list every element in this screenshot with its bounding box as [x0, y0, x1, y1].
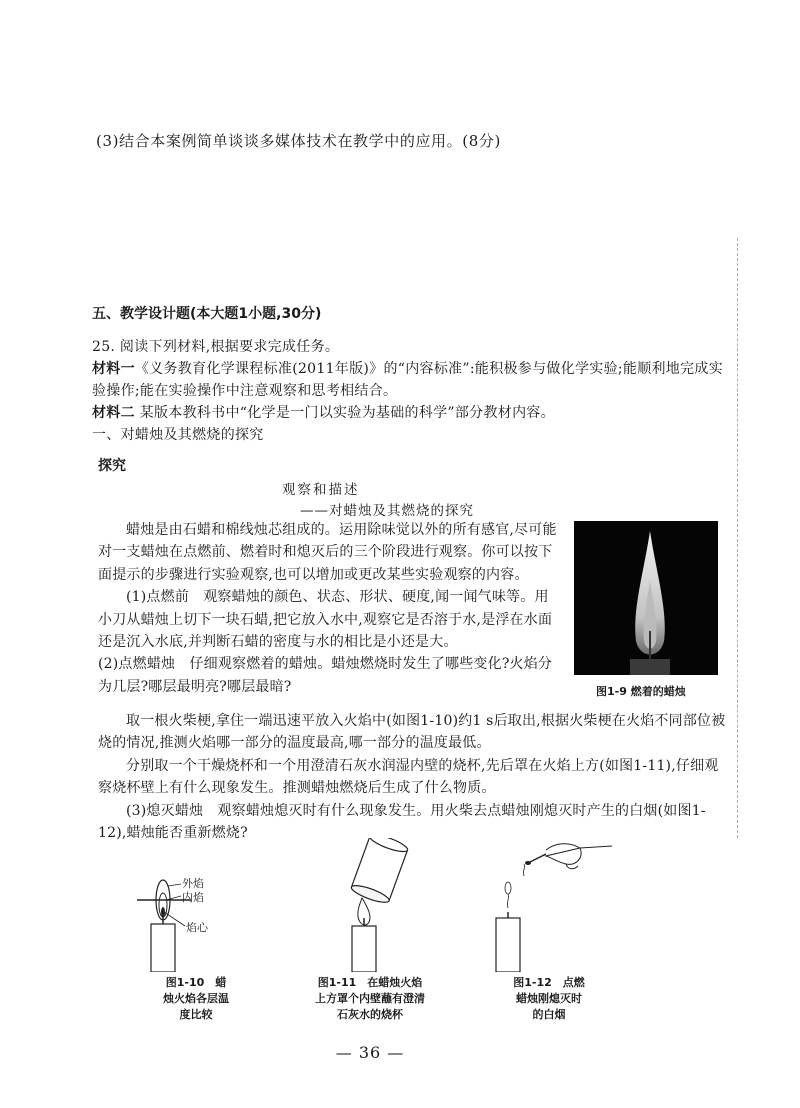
caption-line: 烛火焰各层温 — [163, 992, 229, 1005]
flame-core-label: 焰心 — [186, 921, 208, 934]
explore-heading: 探究 — [98, 458, 126, 474]
outer-flame-label: 外焰 — [182, 877, 204, 890]
left-column-text — [98, 519, 560, 698]
question-3: (3)结合本案例简单谈谈多媒体技术在教学中的应用。(8分) — [96, 132, 501, 150]
caption-line: 图1-10 蜡 — [165, 976, 227, 989]
question-25-intro: 25. 阅读下列材料,根据要求完成任务。 — [92, 339, 340, 355]
caption-line: 图1-12 点燃 — [513, 976, 585, 989]
paragraph: 蜡烛是由石蜡和棉线烛芯组成的。运用除味觉以外的所有感官,尽可能对一支蜡烛在点燃前、燃着时和熄灭后的三个阶段进行观察。你可以按下面提示的步骤进行实验观察,也可以增加或更改某些实验观察的内容。 — [98, 522, 557, 583]
paragraph: 取一根火柴梗,拿住一端迅速平放入火焰中(如图1-10)约1 s后取出,根据火柴梗在火焰不同部位被烧的情况,推测火焰哪一部分的温度最高,哪一部分的温度最低。 — [98, 713, 726, 752]
paragraph: 分别取一个干燥烧杯和一个用澄清石灰水润湿内壁的烧杯,先后罩在火焰上方(如图1-11),仔细观察烧杯壁上有什么现象发生。推测蜡烛燃烧后生成了什么物质。 — [98, 757, 719, 797]
section-title: 五、教学设计题(本大题1小题,30分) — [92, 306, 322, 322]
subsection-title: 一、对蜡烛及其燃烧的探究 — [92, 427, 264, 443]
beaker-over-candle-diagram — [330, 838, 430, 972]
relight-smoke-diagram — [486, 838, 616, 972]
observe-title: 观察和描述 — [282, 482, 360, 498]
paragraph: (3)熄灭蜡烛 观察蜡烛熄灭时有什么现象发生。用火柴去点蜡烛刚熄灭时产生的白烟(如图1-12),蜡烛能否重新燃烧? — [98, 802, 706, 842]
caption-line: 石灰水的烧杯 — [337, 1008, 403, 1021]
figure-1-11-caption — [300, 975, 440, 1023]
page-edge-mark — [737, 238, 739, 838]
inner-flame-label: 内焰 — [182, 891, 204, 904]
burning-candle-photo — [574, 521, 718, 675]
caption-line: 上方罩个内壁蘸有澄清 — [315, 992, 425, 1005]
full-width-text — [98, 710, 730, 844]
figure-1-9-caption: 图1-9 燃着的蜡烛 — [596, 685, 686, 698]
caption-line: 蜡烛刚熄灭时 — [516, 992, 582, 1005]
caption-line: 图1-11 在蜡烛火焰 — [317, 976, 423, 989]
caption-line: 的白烟 — [532, 1008, 566, 1021]
materials-block — [92, 336, 732, 446]
figure-1-12 — [486, 838, 616, 972]
page-number: — 36 — — [335, 1043, 405, 1062]
material-1-label: 材料一 — [92, 361, 135, 377]
paragraph: (1)点燃前 观察蜡烛的颜色、状态、形状、硬度,闻一闻气味等。用小刀从蜡烛上切下一块石蜡,把它放入水中,观察它是否溶于水,是浮在水面还是沉入水底,并判断石蜡的密度与水的相比是小还是大。 — [98, 589, 553, 651]
material-2-text: 某版本教科书中“化学是一门以实验为基础的科学”部分教材内容。 — [139, 405, 555, 421]
material-1 — [92, 358, 732, 402]
candle-flame-illustration — [574, 521, 718, 675]
figure-1-10-caption — [146, 975, 246, 1023]
material-2-label: 材料二 — [92, 405, 135, 421]
figure-1-12-caption — [504, 975, 594, 1023]
figure-1-11 — [330, 838, 430, 972]
material-2 — [92, 402, 732, 424]
material-1-text: 《义务教育化学课程标准(2011年版)》的“内容标准”:能积极参与做化学实验;能顺利地完成实验操作;能在实验操作中注意观察和思考相结合。 — [92, 361, 724, 399]
paragraph: (2)点燃蜡烛 仔细观察燃着的蜡烛。蜡烛燃烧时发生了哪些变化?火焰分为几层?哪层最明亮?哪层最暗? — [98, 656, 553, 695]
observe-subtitle: ——对蜡烛及其燃烧的探究 — [300, 503, 474, 519]
caption-line: 度比较 — [179, 1008, 213, 1021]
